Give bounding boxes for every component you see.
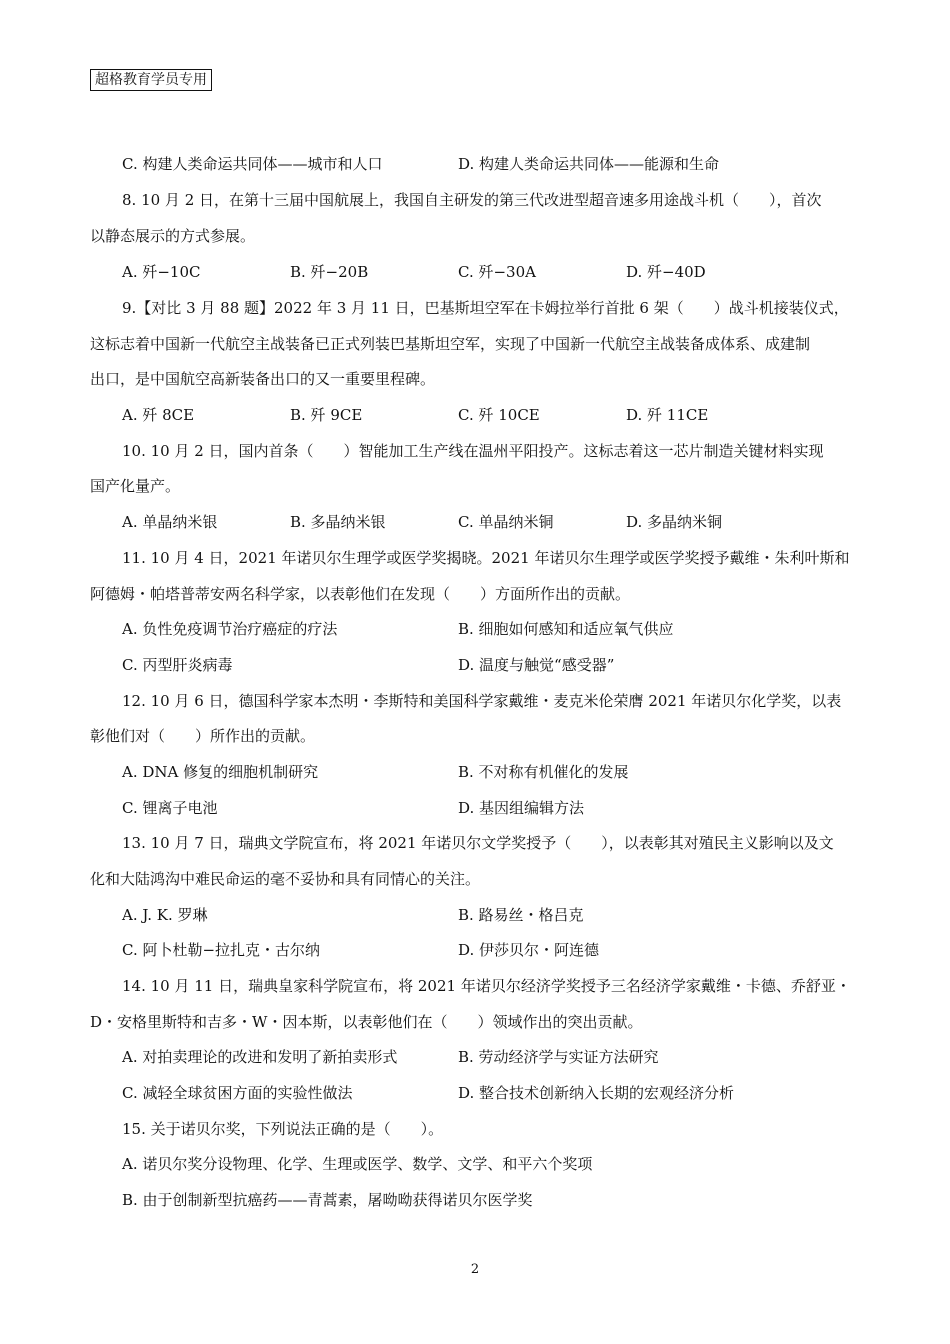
q12-option-d: D. 基因组编辑方法 bbox=[458, 799, 585, 817]
q10-stem-line1: 10. 10 月 2 日，国内首条（ ）智能加工生产线在温州平阳投产。这标志着这一芯片制造关键材料实现 bbox=[122, 442, 824, 460]
q7-option-c: C. 构建人类命运共同体——城市和人口 bbox=[122, 155, 383, 173]
q9-option-b: B. 歼 9CE bbox=[290, 406, 363, 424]
q8-option-c: C. 歼−30A bbox=[458, 263, 536, 281]
q12-option-c: C. 锂离子电池 bbox=[122, 799, 218, 817]
q13-stem-line1: 13. 10 月 7 日，瑞典文学院宣布，将 2021 年诺贝尔文学奖授予（ ），以表彰其对殖民主义影响以及文 bbox=[122, 834, 834, 852]
q14-stem-line1: 14. 10 月 11 日，瑞典皇家科学院宣布，将 2021 年诺贝尔经济学奖授予三名经济学家戴维・卡德、乔舒亚・ bbox=[122, 977, 851, 995]
q10-option-c: C. 单晶纳米铜 bbox=[458, 513, 554, 531]
q13-option-b: B. 路易丝・格吕克 bbox=[458, 906, 584, 924]
q10-stem-line2: 国产化量产。 bbox=[90, 477, 181, 495]
q9-option-c: C. 歼 10CE bbox=[458, 406, 540, 424]
q13-option-d: D. 伊莎贝尔・阿连德 bbox=[458, 941, 600, 959]
q14-option-c: C. 减轻全球贫困方面的实验性做法 bbox=[122, 1084, 353, 1102]
q10-option-b: B. 多晶纳米银 bbox=[290, 513, 386, 531]
q14-option-d: D. 整合技术创新纳入长期的宏观经济分析 bbox=[458, 1084, 735, 1102]
q8-option-b: B. 歼−20B bbox=[290, 263, 369, 281]
page-number: 2 bbox=[470, 1262, 480, 1277]
q12-option-b: B. 不对称有机催化的发展 bbox=[458, 763, 629, 781]
q12-stem-line2: 彰他们对（ ）所作出的贡献。 bbox=[90, 727, 316, 745]
q11-stem-line2: 阿德姆・帕塔普蒂安两名科学家，以表彰他们在发现（ ）方面所作出的贡献。 bbox=[90, 585, 631, 603]
q12-option-a: A. DNA 修复的细胞机制研究 bbox=[122, 763, 319, 781]
q14-option-a: A. 对拍卖理论的改进和发明了新拍卖形式 bbox=[122, 1048, 398, 1066]
q8-stem-line2: 以静态展示的方式参展。 bbox=[90, 227, 256, 245]
q14-option-b: B. 劳动经济学与实证方法研究 bbox=[458, 1048, 659, 1066]
q11-option-b: B. 细胞如何感知和适应氧气供应 bbox=[458, 620, 674, 638]
q13-option-a: A. J. K. 罗琳 bbox=[122, 906, 208, 924]
q9-option-d: D. 歼 11CE bbox=[626, 406, 709, 424]
q8-stem-line1: 8. 10 月 2 日，在第十三届中国航展上，我国自主研发的第三代改进型超音速多用途战斗机（ ），首次 bbox=[122, 191, 822, 209]
q9-stem-line1: 9.【对比 3 月 88 题】2022 年 3 月 11 日，巴基斯坦空军在卡姆拉举行首批 6 架（ ）战斗机接装仪式， bbox=[122, 299, 849, 317]
q9-option-a: A. 歼 8CE bbox=[122, 406, 195, 424]
q11-stem-line1: 11. 10 月 4 日，2021 年诺贝尔生理学或医学奖揭晓。2021 年诺贝尔生理学或医学奖授予戴维・朱利叶斯和 bbox=[122, 549, 850, 567]
header-label: 超格教育学员专用 bbox=[90, 69, 212, 91]
q7-option-d: D. 构建人类命运共同体——能源和生命 bbox=[458, 155, 720, 173]
q11-option-c: C. 丙型肝炎病毒 bbox=[122, 656, 233, 674]
q8-option-a: A. 歼−10C bbox=[122, 263, 201, 281]
q12-stem-line1: 12. 10 月 6 日，德国科学家本杰明・李斯特和美国科学家戴维・麦克米伦荣膺 2021 年诺贝尔化学奖，以表 bbox=[122, 692, 842, 710]
q13-option-c: C. 阿卜杜勒−拉扎克・古尔纳 bbox=[122, 941, 321, 959]
q10-option-d: D. 多晶纳米铜 bbox=[626, 513, 723, 531]
q13-stem-line2: 化和大陆鸿沟中难民命运的毫不妥协和具有同情心的关注。 bbox=[90, 870, 481, 888]
q9-stem-line2: 这标志着中国新一代航空主战装备已正式列装巴基斯坦空军，实现了中国新一代航空主战装备成体系、成建制 bbox=[90, 335, 811, 353]
q9-stem-line3: 出口，是中国航空高新装备出口的又一重要里程碑。 bbox=[90, 370, 436, 388]
q15-stem-line1: 15. 关于诺贝尔奖，下列说法正确的是（ ）。 bbox=[122, 1120, 444, 1138]
q15-option-b: B. 由于创制新型抗癌药——青蒿素，屠呦呦获得诺贝尔医学奖 bbox=[122, 1191, 533, 1209]
q15-option-a: A. 诺贝尔奖分设物理、化学、生理或医学、数学、文学、和平六个奖项 bbox=[122, 1155, 593, 1173]
q14-stem-line2: D・安格里斯特和吉多・W・因本斯，以表彰他们在（ ）领域作出的突出贡献。 bbox=[90, 1013, 643, 1031]
q8-option-d: D. 歼−40D bbox=[626, 263, 706, 281]
q11-option-d: D. 温度与触觉“感受器” bbox=[458, 656, 615, 674]
q11-option-a: A. 负性免疫调节治疗癌症的疗法 bbox=[122, 620, 338, 638]
q10-option-a: A. 单晶纳米银 bbox=[122, 513, 218, 531]
